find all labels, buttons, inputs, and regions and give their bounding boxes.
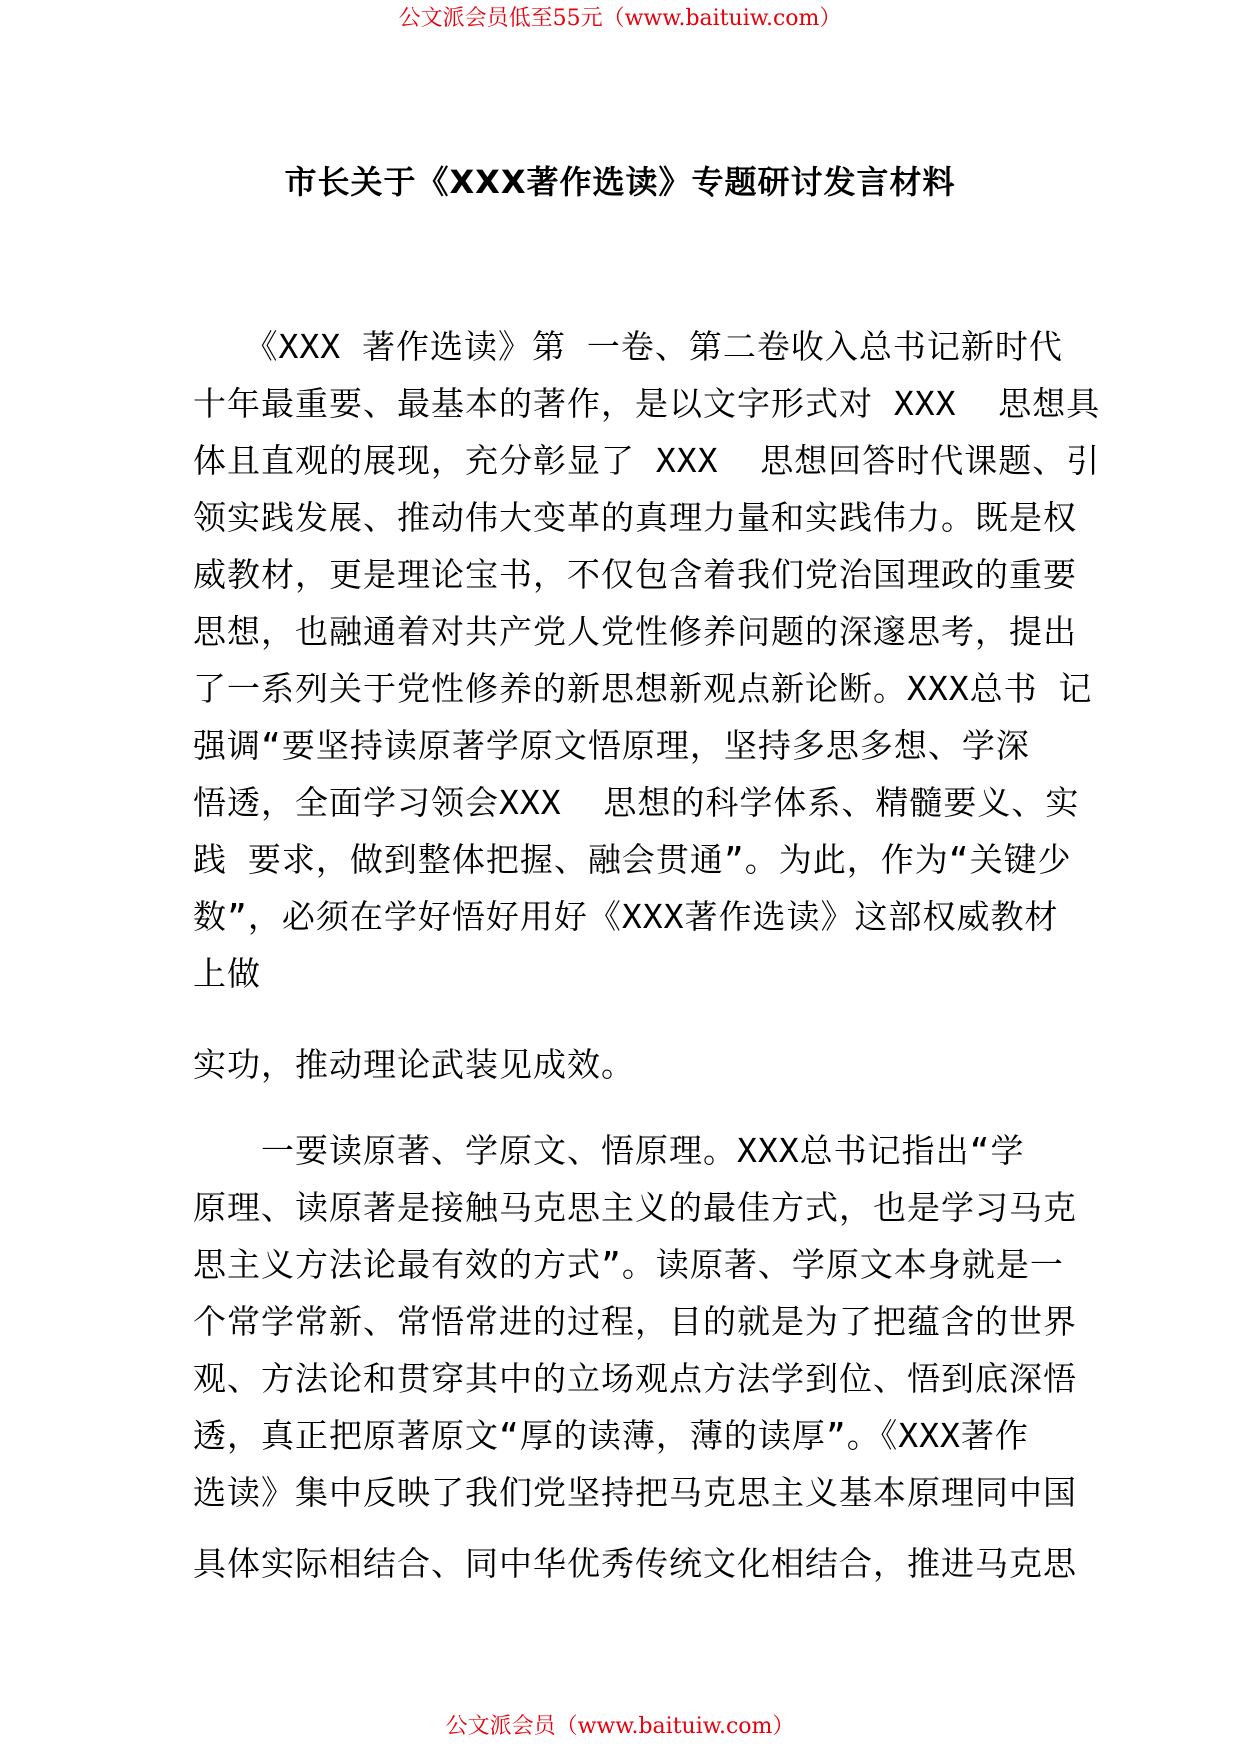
paragraph-line: 强调“要坚持读原著学原文悟原理，坚持多思多想、学深 (193, 726, 1030, 765)
header-watermark: 公文派会员低至55元（www.baituiw.com） (398, 6, 842, 31)
paragraph-line: 思主义方法论最有效的方式”。读原著、学原文本身就是一 (193, 1245, 1064, 1284)
paragraph-2 (193, 1122, 1077, 1521)
paragraph-line: 透，真正把原著原文“厚的读薄，薄的读厚”。《XXX著作 (193, 1416, 1029, 1455)
paragraph-line: 实功，推动理论武装见成效。 (193, 1045, 635, 1084)
paragraph-1-continued (193, 1036, 1053, 1093)
paragraph-line: 观、方法论和贯穿其中的立场观点方法学到位、悟到底深悟 (193, 1359, 1077, 1398)
paragraph-line: 原理、读原著是接触马克思主义的最佳方式，也是学习马克 (193, 1188, 1077, 1227)
paragraph-line: 一要读原著、学原文、悟原理。XXX总书记指出“学 (193, 1131, 1025, 1170)
paragraph-line: 《XXX 著作选读》第 一卷、第二卷收入总书记新时代 (193, 327, 1063, 366)
paragraph-line: 悟透，全面学习领会XXX 思想的科学体系、精髓要义、实 (193, 783, 1080, 822)
paragraph-2-continued (193, 1535, 1077, 1592)
paragraph-line: 践 要求，做到整体把握、融会贯通”。为此，作为“关键少 (193, 840, 1072, 879)
paragraph-line: 选读》集中反映了我们党坚持把马克思主义基本原理同中国 (193, 1473, 1077, 1512)
paragraph-line: 威教材，更是理论宝书，不仅包含着我们党治国理政的重要 (193, 555, 1077, 594)
paragraph-line: 个常学常新、常悟常进的过程，目的就是为了把蕴含的世界 (193, 1302, 1077, 1341)
paragraph-line: 体且直观的展现，充分彰显了 XXX 思想回答时代课题、引 (193, 441, 1101, 480)
paragraph-1 (193, 318, 1101, 1002)
paragraph-line: 思想，也融通着对共产党人党性修养问题的深邃思考，提出 (193, 612, 1077, 651)
paragraph-line: 领实践发展、推动伟大变革的真理力量和实践伟力。既是权 (193, 498, 1077, 537)
footer-watermark: 公文派会员（www.baituiw.com） (445, 1714, 795, 1739)
paragraph-line: 数”，必须在学好悟好用好《XXX著作选读》这部权威教材 (193, 897, 1059, 936)
paragraph-line: 了一系列关于党性修养的新思想新观点新论断。XXX总书 记 (193, 669, 1093, 708)
document-title: 市长关于《XXX著作选读》专题研讨发言材料 (284, 163, 956, 201)
paragraph-line: 上做 (193, 954, 261, 993)
paragraph-line: 十年最重要、最基本的著作，是以文字形式对 XXX 思想具 (193, 384, 1101, 423)
paragraph-line: 具体实际相结合、同中华优秀传统文化相结合，推进马克思 (193, 1544, 1077, 1583)
